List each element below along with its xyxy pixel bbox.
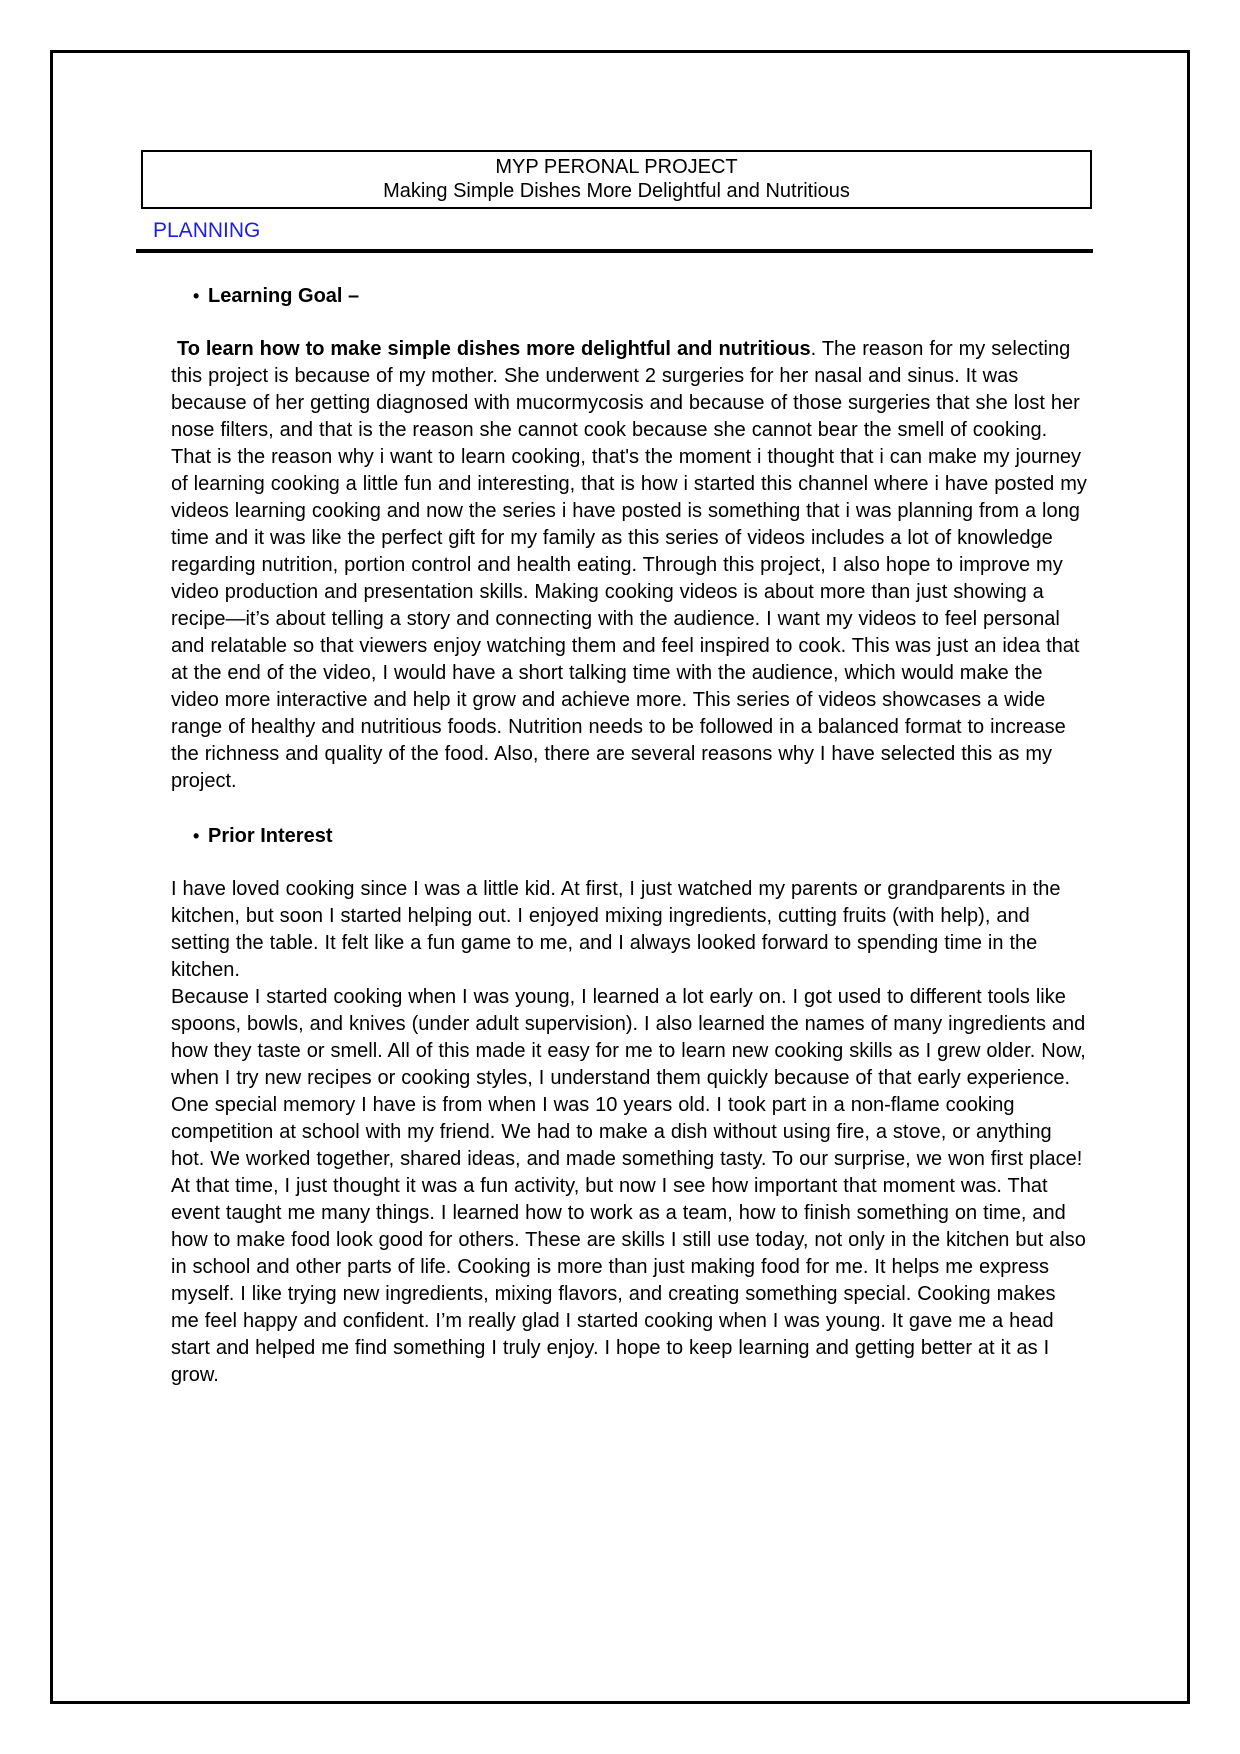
bullet-label-learning-goal: Learning Goal – bbox=[208, 285, 360, 307]
document-subtitle: Making Simple Dishes More Delightful and Nutritious bbox=[383, 180, 850, 202]
section-heading-planning: PLANNING bbox=[153, 219, 261, 242]
learning-goal-bold-lead: To learn how to make simple dishes more delightful and nutritious bbox=[171, 338, 811, 360]
prior-interest-text-3: One special memory I have is from when I was 10 years old. I took part in a non-flame cooking competition at school with my friend. We had to make a dish without using fire, a stove, or anything hot. We worked together, shared ideas, and made something tasty. To our surprise, we won first place! At that time, I just thought it was a fun activity, but now I see how important that moment was. That event taught me many things. I learned how to work as a team, how to finish something on time, and how to make food look good for others. These are skills I still use today, not only in the kitchen but also in school and other parts of life. Cooking is more than just making food for me. It helps me express myself. I like trying new ingredients, mixing flavors, and creating something special. Cooking makes me feel happy and confident. I’m really glad I started cooking when I was young. It gave me a head start and helped me find something I truly enjoy. I hope to keep learning and getting better at it as I grow. bbox=[171, 1094, 1086, 1386]
bullet-icon: • bbox=[193, 826, 200, 846]
learning-goal-body-text: . The reason for my selecting this project is because of my mother. She underwent 2 surgeries for her nasal and sinus. It was because of her getting diagnosed with mucormycosis and because of those surgeries that she lost her nose filters, and that is the reason she cannot cook because she cannot bear the smell of cooking. That is the reason why i want to learn cooking, that's the moment i thought that i can make my journey of learning cooking a little fun and interesting, that is how i started this channel where i have posted my videos learning cooking and now the series i have posted is something that i was planning from a long time and it was like the perfect gift for my family as this series of videos includes a lot of knowledge regarding nutrition, portion control and health eating. Through this project, I also hope to improve my video production and presentation skills. Making cooking videos is about more than just showing a recipe—it’s about telling a story and connecting with the audience. I want my videos to feel personal and relatable so that viewers enjoy watching them and feel inspired to cook. This was just an idea that at the end of the video, I would have a short talking time with the audience, which would make the video more interactive and help it grow and achieve more. This series of videos showcases a wide range of healthy and nutritious foods. Nutrition needs to be followed in a balanced format to increase the richness and quality of the food. Also, there are several reasons why I have selected this as my project. bbox=[171, 338, 1087, 792]
bullet-label-prior-interest: Prior Interest bbox=[208, 825, 333, 847]
bullet-icon: • bbox=[193, 286, 200, 306]
bullet-learning-goal bbox=[171, 285, 1088, 307]
bullet-prior-interest bbox=[171, 825, 1088, 847]
prior-interest-text-1: I have loved cooking since I was a little kid. At first, I just watched my parents or grandparents in the kitchen, but soon I started helping out. I enjoyed mixing ingredients, cutting fruits (with help), and setting the table. It felt like a fun game to me, and I always looked forward to spending time in the kitchen. bbox=[171, 878, 1061, 981]
paragraph-prior-interest bbox=[171, 876, 1088, 1389]
document-title: MYP PERONAL PROJECT bbox=[495, 156, 738, 178]
prior-interest-text-2: Because I started cooking when I was young, I learned a lot early on. I got used to different tools like spoons, bowls, and knives (under adult supervision). I also learned the names of many ingredients and how they taste or smell. All of this made it easy for me to learn new cooking skills as I grew older. Now, when I try new recipes or cooking styles, I understand them quickly because of that early experience. bbox=[171, 986, 1086, 1089]
section-heading-rule bbox=[136, 219, 1093, 253]
document-body bbox=[171, 285, 1088, 1389]
paragraph-learning-goal bbox=[171, 336, 1088, 795]
title-box bbox=[141, 150, 1092, 209]
document-page bbox=[50, 50, 1190, 1704]
